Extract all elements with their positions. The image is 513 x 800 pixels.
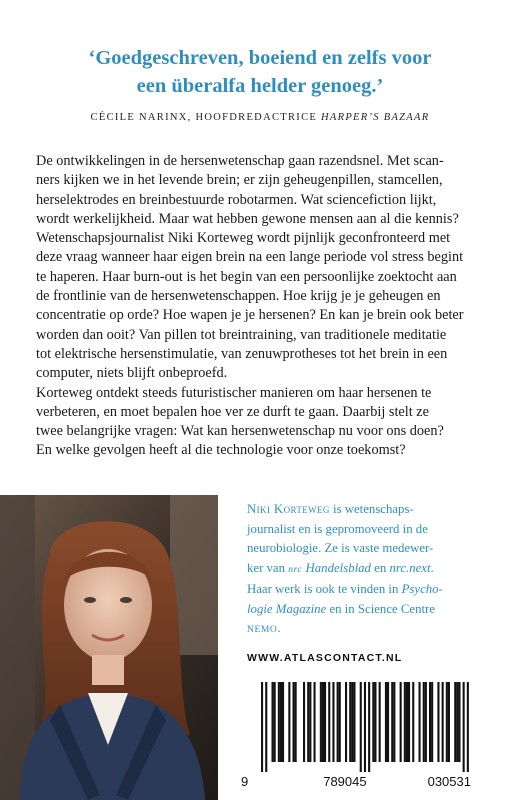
barcode-bar [345, 682, 347, 762]
barcode-bar [272, 682, 274, 762]
blurb-line: wordt werkelijkheid. Maar wat hebben gewone mensen aan al die kennis? [36, 210, 459, 227]
barcode-bar [391, 682, 393, 762]
barcode-bar [328, 682, 330, 762]
barcode-bar [408, 682, 410, 762]
barcode-bar [274, 682, 276, 762]
barcode-bar [387, 682, 389, 762]
barcode-bar [393, 682, 395, 762]
barcode-bar [278, 682, 280, 762]
barcode-bar [372, 682, 374, 762]
barcode-bar [364, 682, 366, 772]
blurb-paragraph-1 [36, 152, 486, 384]
isbn-left-group: 789045 [323, 774, 367, 789]
barcode-bar [303, 682, 305, 762]
barcode-bar [437, 682, 439, 762]
blurb-line: tot elektrische hersenstimulatie, van zenuwprotheses tot het brein in een [36, 345, 448, 362]
barcode-bar [351, 682, 353, 762]
barcode-bar [337, 682, 339, 762]
barcode-bar [282, 682, 284, 762]
blurb-line: te haperen. Haar burn-out is het begin van een persoonlijke zoektocht aan [36, 268, 457, 285]
author-photo [0, 495, 218, 800]
blurb-line: Wetenschapsjournalist Niki Korteweg wordt pijnlijk geconfronteerd met [36, 230, 451, 247]
barcode-bar [404, 682, 406, 762]
barcode-bar [360, 682, 362, 772]
barcode-bar [406, 682, 408, 762]
blurb-line: En welke gevolgen heeft al die technologie voor onze toekomst? [36, 442, 406, 459]
barcode-bar [295, 682, 297, 762]
isbn-digits [241, 774, 481, 789]
blurb-line: computer, niets blijft onbeproefd. [36, 365, 228, 382]
barcode-bar [280, 682, 282, 762]
barcode-bar [442, 682, 444, 762]
barcode-bar [454, 682, 456, 762]
barcode-bar [419, 682, 421, 762]
barcode-bar [324, 682, 326, 762]
barcode-bar [446, 682, 448, 762]
isbn-lead-digit: 9 [241, 774, 249, 789]
museum-name: NEMO [247, 625, 278, 635]
barcode-bar [425, 682, 427, 762]
bio-text: . [430, 560, 434, 575]
author-name: Niki Korteweg [247, 502, 330, 516]
barcode-bar [265, 682, 267, 772]
magazine-name-part-2: logie Magazine [247, 601, 327, 616]
barcode-bar [349, 682, 351, 762]
quote-line-2: een überalfa helder genoeg.’ [136, 75, 384, 97]
author-bio [247, 500, 497, 641]
barcode-bar [314, 682, 316, 762]
barcode-bar [423, 682, 425, 762]
newspaper-name: Handelsblad [302, 560, 371, 575]
barcode-bar [261, 682, 263, 772]
barcode-bar [467, 682, 469, 772]
bio-text: is wetenschaps- [329, 502, 414, 516]
blurb-line: verbeteren, en moet bepalen hoe ver ze durft te gaan. Daarbij stelt ze [36, 403, 429, 420]
barcode-bar [320, 682, 322, 762]
barcode-bar [385, 682, 387, 762]
blurb-line: twee belangrijke vragen: Wat kan hersenwetenschap nu voor ons doen? [36, 423, 444, 440]
barcode-bar [379, 682, 381, 762]
isbn-right-group: 030531 [427, 774, 471, 789]
blurb-line: deze vraag wanneer haar eigen brein na een lange periode vol stress begint [36, 249, 464, 266]
barcode-bar [431, 682, 433, 762]
barcode-bar [429, 682, 431, 762]
barcode-bar [374, 682, 376, 762]
bio-text: en in Science Centre [326, 601, 435, 616]
bio-text: en [370, 560, 390, 575]
blurb-line: ners kijken we in het levende brein; er zijn geheugenpillen, stamcellen, [36, 172, 443, 189]
publisher-website: WWW.ATLASCONTACT.NL [247, 652, 403, 664]
barcode-bar [293, 682, 295, 762]
newspaper-abbrev: nrc [288, 564, 303, 575]
blurb-line: De ontwikkelingen in de hersenwetenschap gaan razendsnel. Met scan- [36, 153, 444, 169]
barcode-bar [368, 682, 370, 772]
blurb-line: concentratie op orde? Hoe wapen je je hersenen? En kan je brein ook beter [36, 307, 464, 324]
blurb-line: herselektrodes en breinbestuurde robotarmen. Wat sciencefiction lijkt, [36, 191, 437, 208]
barcode-bar [322, 682, 324, 762]
quote-line-1: ‘Goedgeschreven, boeiend en zelfs voor [88, 47, 432, 69]
barcode-bar [307, 682, 309, 762]
bio-text: Haar werk is ook te vinden in [247, 582, 402, 596]
barcode-bar [288, 682, 290, 762]
praise-quote [30, 44, 490, 100]
barcode-bar [448, 682, 450, 762]
barcode-bar [309, 682, 311, 762]
barcode-bar [353, 682, 355, 762]
blurb-line: de frontlinie van de hersenwetenschappen. Hoe krijg je je geheugen en [36, 288, 441, 305]
barcode-bar [458, 682, 460, 762]
blurb-line: Korteweg ontdekt steeds futuristischer manieren om haar hersenen te [36, 384, 432, 401]
barcode-bar [412, 682, 414, 762]
magazine-name-part-1: Psycho- [401, 582, 443, 596]
bio-text: neurobiologie. Ze is vaste medewer- [247, 541, 434, 555]
attribution-magazine: HARPER’S BAZAAR [321, 112, 430, 123]
barcode-bar [332, 682, 334, 762]
barcode-bar [456, 682, 458, 762]
author-portrait-illustration [0, 495, 218, 800]
blurb-paragraph-2 [36, 384, 486, 461]
newspaper-next: nrc.next [389, 560, 431, 575]
book-blurb [36, 152, 486, 461]
quote-attribution [20, 112, 500, 123]
barcode-bar [400, 682, 402, 762]
barcode-bar [463, 682, 465, 772]
bio-text: journalist en is gepromoveerd in de [247, 521, 428, 536]
bio-text: . [277, 621, 281, 635]
barcode-bars [241, 680, 481, 774]
bio-text: ker van [247, 560, 289, 575]
attribution-person: CÉCILE NARINX, HOOFDREDACTRICE [90, 112, 322, 123]
blurb-line: worden dan ooit? Van pillen tot breintraining, van traditionele meditatie [36, 326, 447, 343]
barcode-bar [339, 682, 341, 762]
